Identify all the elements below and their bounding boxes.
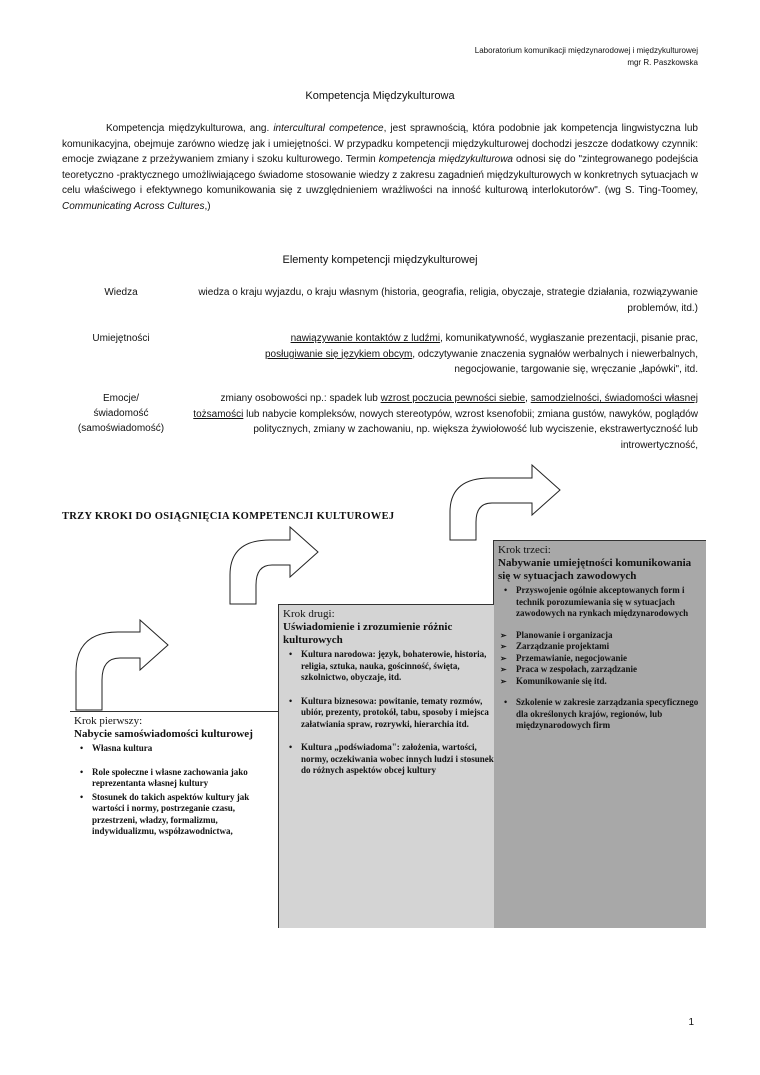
curved-arrow-icon	[76, 620, 168, 710]
step-2-bullet: • Kultura „podświadoma": założenia, wartości, normy, oczekiwania wobec innych ludzi i stosunek do różnych aspektów obcej kultury	[301, 742, 494, 777]
step-2-title: Krok drugi:	[283, 608, 335, 620]
curved-arrow-icon	[450, 465, 560, 540]
step-1-subtitle: Nabycie samoświadomości kulturowej	[74, 728, 253, 740]
step-1-title: Krok pierwszy:	[74, 715, 143, 727]
step-1-bullet: • Role społeczne i własne zachowania jako reprezentanta własnej kultury	[92, 767, 278, 790]
step-2-bullet: • Kultura narodowa: język, bohaterowie, historia, religia, sztuka, nauka, gościnność, święta, szkolnictwo, obyczaje, itd.	[301, 649, 494, 684]
intro-paragraph: Kompetencja międzykulturowa, ang. intercultural competence, jest sprawnością, która podobnie jak kompetencja lingwistyczna lub komunikacyjna, obejmuje zarówno wiedzę jak i umiejętności. W przypadku kompetencji międzykulturowej dochodzi jeszcze dodatkowy czynnik: emocje związane z przeżywaniem zmiany i szoku kulturowego. Termin kompetencja międzykulturowa odnosi się do "zintegrowanego podejścia teoretyczno -praktycznego umożliwiającego świadome stosowanie wiedzy z zakresu zagadnień międzykulturowych w konkretnych sytuacjach w celu właściwego i efektywnego komunikowania się z uwzględnieniem wrażliwości na inność kulturową interlokutorów". (wg S. Ting-Toomey, Communicating Across Cultures,)	[62, 123, 698, 212]
wiedza-label: Wiedza	[104, 287, 138, 298]
step-3-subtitle: Nabywanie umiejętności komunikowania się w sytuacjach zawodowych	[498, 557, 692, 582]
header-lab-name: Laboratorium komunikacji międzynarodowej i międzykulturowej	[474, 46, 698, 55]
step-3-arrow-item: ➢ Planowanie i organizacja	[516, 630, 706, 642]
step-2-subtitle: Uświadomienie i zrozumienie różnic kulturowych	[283, 621, 453, 646]
page-number: 1	[688, 1017, 694, 1028]
step-3-arrow-item: ➢ Komunikowanie się itd.	[516, 676, 706, 688]
header-author: mgr R. Paszkowska	[627, 58, 698, 67]
wiedza-text: wiedza o kraju wyjazdu, o kraju własnym (historia, geografia, religia, obyczaje, strategie działania, rozwiązywanie problemów, itd.)	[198, 287, 698, 314]
document-title: Kompetencja Międzykulturowa	[305, 90, 455, 102]
step-3-title: Krok trzeci:	[498, 544, 551, 556]
step-3-bullet: • Szkolenie w zakresie zarządzania specyficznego dla określonych krajów, regionów, lub międzynarodowych firm	[516, 697, 706, 732]
step-3-arrow-item: ➢ Zarządzanie projektami	[516, 641, 706, 653]
curved-arrow-icon	[230, 527, 318, 604]
elements-title: Elementy kompetencji międzykulturowej	[282, 254, 478, 266]
umiejetnosci-text: nawiązywanie kontaktów z ludźmi, komunikatywność, wygłaszanie prezentacji, pisanie prac, posługiwanie się językiem obcym, odczytywanie znaczenia sygnałów werbalnych i niewerbalnych, negocjowanie, targowanie się, wręczanie „łapówki", itd.	[265, 333, 698, 375]
emocje-label: Emocje/ świadomość (samoświadomość)	[77, 393, 165, 434]
umiejetnosci-label: Umiejętności	[92, 333, 150, 344]
step-3-arrow-item: ➢ Praca w zespołach, zarządzanie	[516, 664, 706, 676]
step-3-bullet: • Przyswojenie ogólnie akceptowanych form i technik porozumiewania się w sytuacjach zawodowych na rynkach międzynarodowych	[516, 585, 706, 620]
emocje-text: zmiany osobowości np.: spadek lub wzrost poczucia pewności siebie, samodzielności, świadomości własnej tożsamości lub nabycie kompleksów, nowych stereotypów, wzrost ksenofobii; zmiana gustów, nawyków, poglądów politycznych, zmiany w zachowaniu, np. większa żywiołowość lub wyciszenie, ekstrawertyczność lub introwertyczność,	[193, 393, 698, 451]
step-3-arrow-item: ➢ Przemawianie, negocjowanie	[516, 653, 706, 665]
step-1-bullet: • Własna kultura	[92, 743, 278, 755]
step-1-bullet: • Stosunek do takich aspektów kultury jak wartości i normy, postrzeganie czasu, przestrzeni, władzy, formalizmu, indywidualizmu, współzawodnictwa,	[92, 792, 278, 838]
three-steps-title: TRZY KROKI DO OSIĄGNIĘCIA KOMPETENCJI KULTUROWEJ	[62, 511, 395, 522]
step-2-bullet: • Kultura biznesowa: powitanie, tematy rozmów, ubiór, prezenty, protokół, tabu, sposoby i miejsca załatwiania spraw, rozrywki, hierarchia itd.	[301, 696, 494, 731]
